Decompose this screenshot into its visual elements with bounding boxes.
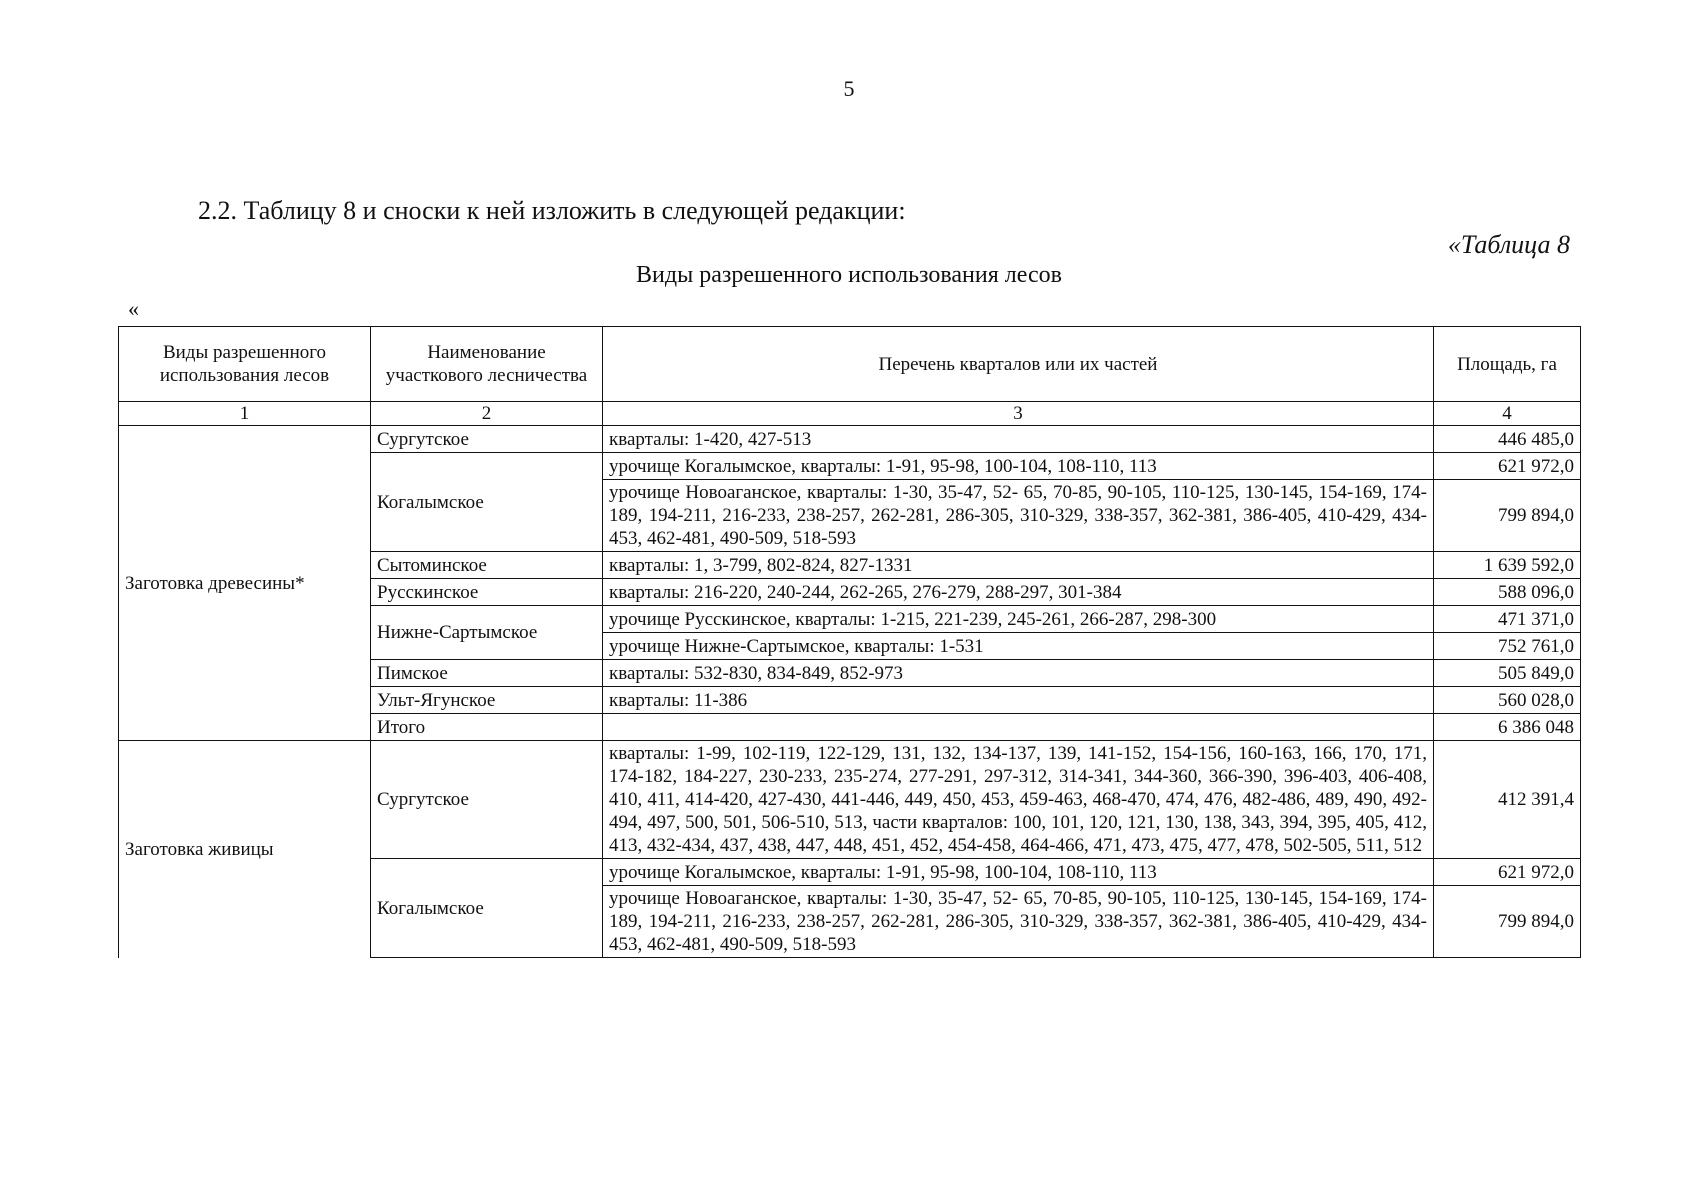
page-number: 5: [843, 76, 855, 101]
total-area: 6 386 048: [1434, 714, 1581, 741]
area-cell: 621 972,0: [1434, 453, 1581, 480]
use-kind-cell: Заготовка живицы: [119, 741, 371, 958]
quarters-cell: кварталы: 216-220, 240-244, 262-265, 276-279, 288-297, 301-384: [603, 579, 1434, 606]
column-number: 1: [119, 402, 371, 426]
forestry-cell: Пимское: [371, 660, 603, 687]
forestry-cell: Когалымское: [371, 859, 603, 958]
area-cell: 621 972,0: [1434, 859, 1581, 886]
forestry-cell: Нижне-Сартымское: [371, 606, 603, 660]
column-number: 2: [371, 402, 603, 426]
column-number: 4: [1434, 402, 1581, 426]
forestry-cell: Сытоминское: [371, 552, 603, 579]
quarters-cell: кварталы: 11-386: [603, 687, 1434, 714]
table-row: [119, 741, 1581, 859]
table-header-row: [119, 327, 1581, 402]
table-label: «Таблица 8: [1447, 230, 1570, 259]
instruction-text: 2.2. Таблицу 8 и сноски к ней изложить в следующей редакции:: [198, 196, 906, 225]
quarters-cell: урочище Новоаганское, кварталы: 1-30, 35-47, 52- 65, 70-85, 90-105, 110-125, 130-145, 154-169, 174-189, 194-211, 216-233, 238-257, 262-281, 286-305, 310-329, 338-357, 362-381, 386-405, 410-429, 434-453, 462-481, 490-509, 518-593: [603, 886, 1434, 958]
area-cell: 446 485,0: [1434, 426, 1581, 453]
use-kind-cell: Заготовка древесины*: [119, 426, 371, 741]
quarters-cell: урочище Русскинское, кварталы: 1-215, 221-239, 245-261, 266-287, 298-300: [603, 606, 1434, 633]
area-cell: 799 894,0: [1434, 886, 1581, 958]
quarters-cell: кварталы: 532-830, 834-849, 852-973: [603, 660, 1434, 687]
quarters-cell: кварталы: 1-420, 427-513: [603, 426, 1434, 453]
table-row: [119, 426, 1581, 453]
table-title: Виды разрешенного использования лесов: [636, 262, 1062, 288]
total-label: Итого: [371, 714, 603, 741]
forestry-cell: Сургутское: [371, 426, 603, 453]
header-forestry: Наименование участкового лесничества: [371, 327, 603, 402]
quarters-cell: кварталы: 1, 3-799, 802-824, 827-1331: [603, 552, 1434, 579]
quarters-cell: урочище Когалымское, кварталы: 1-91, 95-98, 100-104, 108-110, 113: [603, 453, 1434, 480]
header-use-kind: Виды разрешенного использования лесов: [119, 327, 371, 402]
quarters-cell: кварталы: 1-99, 102-119, 122-129, 131, 132, 134-137, 139, 141-152, 154-156, 160-163, 166, 170, 171, 174-182, 184-227, 230-233, 235-274, 277-291, 297-312, 314-341, 344-360, 366-390, 396-403, 406-408, 410, 411, 414-420, 427-430, 441-446, 449, 450, 453, 459-463, 468-470, 474, 476, 482-486, 489, 490, 492-494, 497, 500, 501, 506-510, 513, части кварталов: 100, 101, 120, 121, 130, 138, 343, 394, 395, 405, 412, 413, 432-434, 437, 438, 447, 448, 451, 452, 454-458, 464-466, 471, 473, 475, 477, 478, 502-505, 511, 512: [603, 741, 1434, 859]
forest-use-table: [118, 326, 1581, 958]
forestry-cell: Ульт-Ягунское: [371, 687, 603, 714]
forestry-cell: Когалымское: [371, 453, 603, 552]
forestry-cell: Сургутское: [371, 741, 603, 859]
quarters-cell: урочище Новоаганское, кварталы: 1-30, 35-47, 52- 65, 70-85, 90-105, 110-125, 130-145, 154-169, 174-189, 194-211, 216-233, 238-257, 262-281, 286-305, 310-329, 338-357, 362-381, 386-405, 410-429, 434-453, 462-481, 490-509, 518-593: [603, 480, 1434, 552]
forestry-cell: Русскинское: [371, 579, 603, 606]
area-cell: 471 371,0: [1434, 606, 1581, 633]
area-cell: 505 849,0: [1434, 660, 1581, 687]
area-cell: 799 894,0: [1434, 480, 1581, 552]
area-cell: 752 761,0: [1434, 633, 1581, 660]
area-cell: 588 096,0: [1434, 579, 1581, 606]
column-number: 3: [603, 402, 1434, 426]
column-number-row: [119, 402, 1581, 426]
quarters-cell: урочище Нижне-Сартымское, кварталы: 1-531: [603, 633, 1434, 660]
area-cell: 1 639 592,0: [1434, 552, 1581, 579]
header-quarters: Перечень кварталов или их частей: [603, 327, 1434, 402]
opening-quote: «: [128, 296, 139, 321]
header-area: Площадь, га: [1434, 327, 1581, 402]
quarters-cell: урочище Когалымское, кварталы: 1-91, 95-98, 100-104, 108-110, 113: [603, 859, 1434, 886]
area-cell: 412 391,4: [1434, 741, 1581, 859]
quarters-cell: [603, 714, 1434, 741]
area-cell: 560 028,0: [1434, 687, 1581, 714]
